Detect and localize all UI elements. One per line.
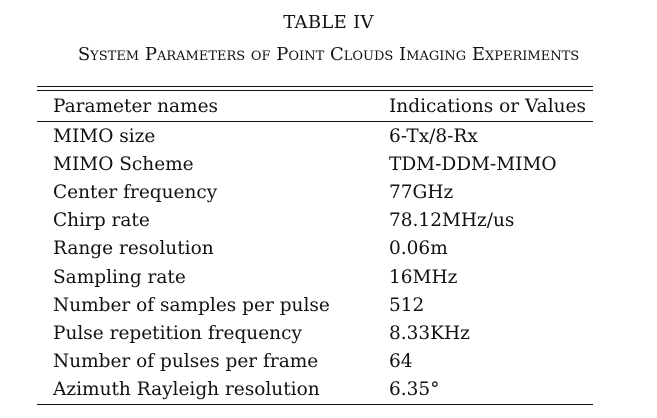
header-indications-values: Indications or Values (389, 95, 586, 117)
parameter-name: Center frequency (53, 181, 218, 203)
table-row (37, 348, 593, 376)
parameter-name: Number of pulses per frame (53, 351, 319, 373)
table-row (37, 207, 593, 235)
parameter-value: 6-Tx/8-Rx (389, 125, 478, 147)
parameter-name: MIMO Scheme (53, 153, 194, 175)
parameter-name: Range resolution (53, 238, 214, 260)
header-parameter-names: Parameter names (53, 95, 219, 117)
table-row (37, 376, 593, 404)
bottom-rule (37, 404, 593, 405)
parameter-name: MIMO size (53, 125, 156, 147)
parameter-name: Number of samples per pulse (53, 294, 330, 316)
parameter-value: 16MHz (389, 266, 458, 288)
parameter-value: 64 (389, 351, 413, 373)
table-caption: System Parameters of Point Clouds Imaging Experiments (77, 44, 580, 65)
parameters-table (37, 86, 593, 405)
table-row (37, 178, 593, 206)
parameter-value: 6.35° (389, 379, 440, 401)
parameter-name: Pulse repetition frequency (53, 322, 302, 344)
table-row (37, 263, 593, 291)
table-row (37, 150, 593, 178)
parameter-name: Chirp rate (53, 210, 150, 232)
table-label: TABLE IV (283, 12, 374, 33)
table-row (37, 122, 593, 150)
table-header-row (37, 91, 593, 121)
table-row (37, 235, 593, 263)
table-row (37, 319, 593, 347)
top-rule-outer (37, 86, 593, 87)
parameter-value: 77GHz (389, 181, 454, 203)
parameter-value: 0.06m (389, 238, 448, 260)
parameter-value: 512 (389, 294, 425, 316)
parameter-name: Azimuth Rayleigh resolution (53, 379, 320, 401)
parameter-name: Sampling rate (53, 266, 186, 288)
parameter-value: 78.12MHz/us (389, 210, 515, 232)
parameter-value: 8.33KHz (389, 322, 470, 344)
parameter-value: TDM-DDM-MIMO (389, 153, 557, 175)
table-row (37, 291, 593, 319)
